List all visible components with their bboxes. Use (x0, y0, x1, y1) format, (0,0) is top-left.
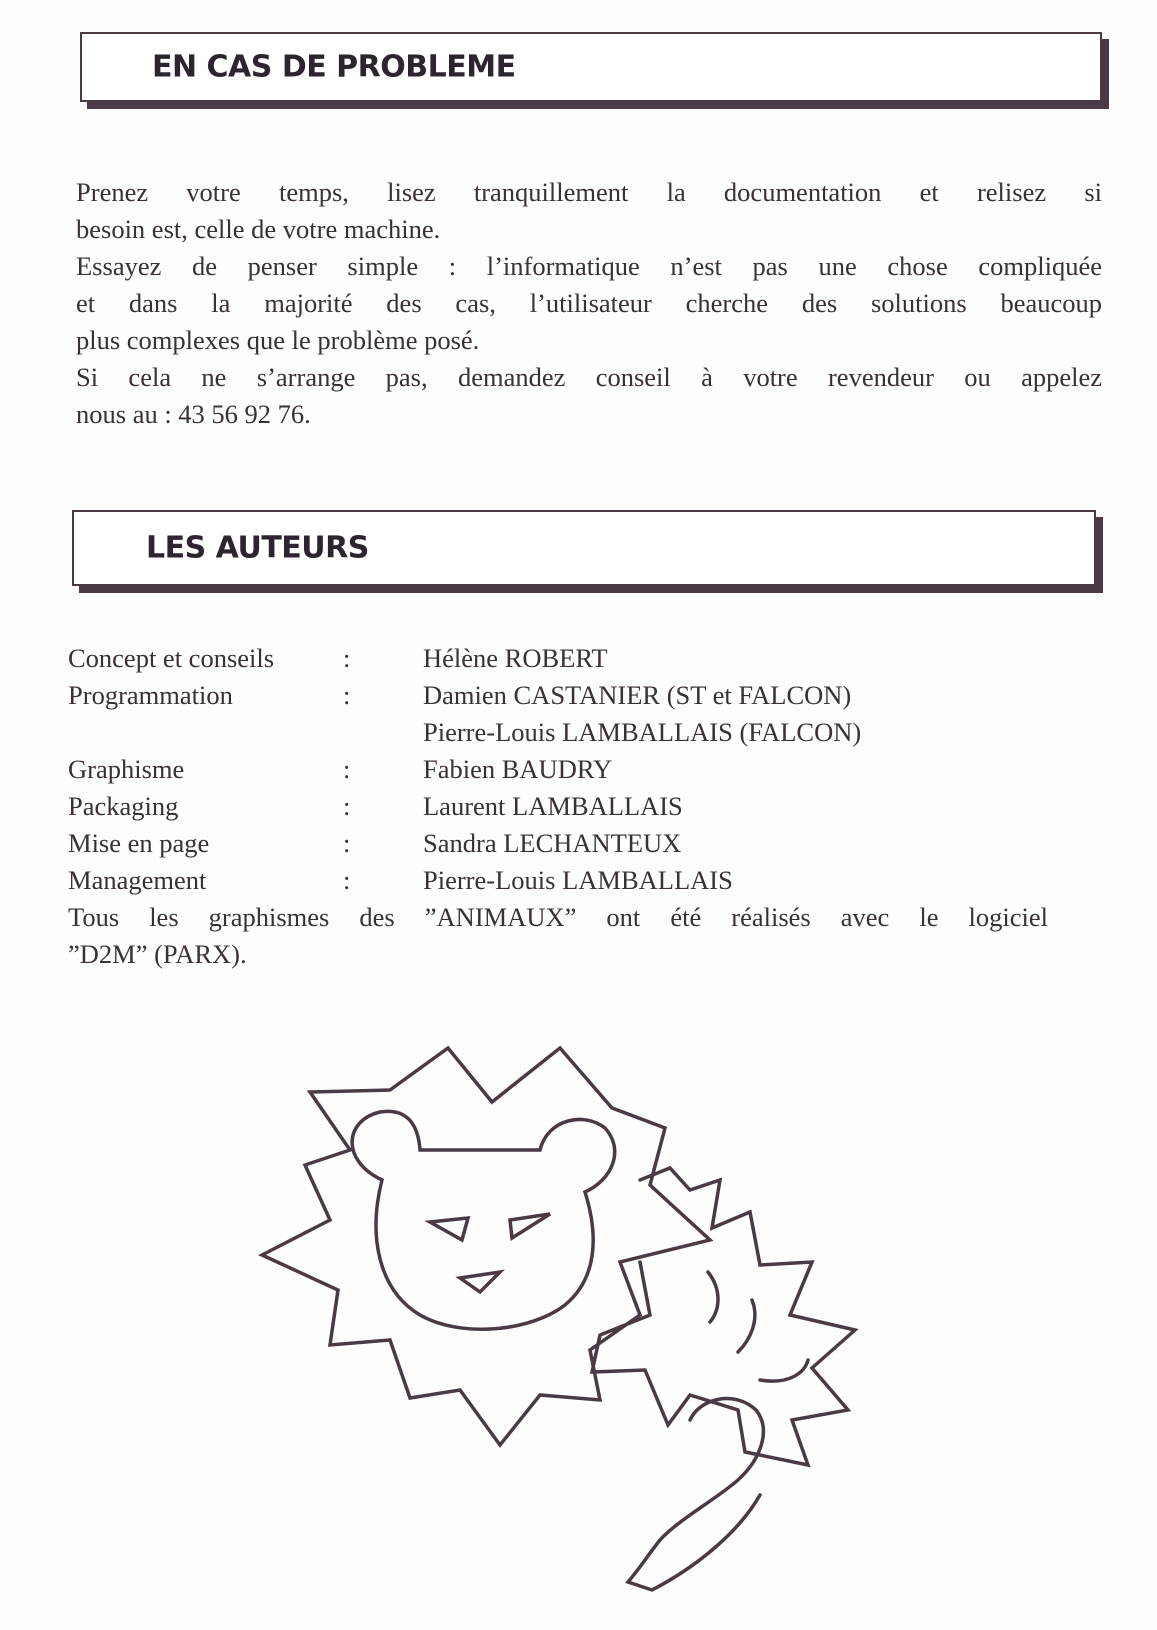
credit-colon: : (343, 643, 351, 673)
note-line: Tous les graphismes des ”ANIMAUX” ont été réalisés avec le logiciel (68, 902, 1048, 932)
credit-role: Mise en page (68, 828, 210, 858)
credit-name: Hélène ROBERT (423, 643, 608, 673)
lion-tail (628, 1399, 763, 1590)
note-line: ”D2M” (PARX). (68, 939, 247, 969)
credit-role: Packaging (68, 791, 179, 821)
problem-line: Prenez votre temps, lisez tranquillement la documentation et relisez si (76, 177, 1102, 207)
credit-colon: : (343, 828, 351, 858)
credit-name: Pierre-Louis LAMBALLAIS (FALCON) (423, 717, 862, 747)
credit-role: Concept et conseils (68, 643, 275, 673)
problem-line: Si cela ne s’arrange pas, demandez conseil à votre revendeur ou appelez (76, 362, 1102, 392)
credit-role: Graphisme (68, 754, 185, 784)
credit-role: Management (68, 865, 207, 895)
credit-name: Sandra LECHANTEUX (423, 828, 682, 858)
problem-line: et dans la majorité des cas, l’utilisateur cherche des solutions beaucoup (76, 288, 1102, 318)
problem-section-title: EN CAS DE PROBLEME (152, 49, 516, 85)
credit-colon: : (343, 754, 351, 784)
lion-nose (460, 1272, 500, 1292)
lion-body-curve (738, 1300, 755, 1352)
lion-face (352, 1111, 615, 1329)
lion-body-curve (708, 1272, 718, 1322)
credit-name: Fabien BAUDRY (423, 754, 613, 784)
problem-line: nous au : 43 56 92 76. (76, 399, 311, 429)
lion-body (592, 1168, 855, 1465)
problem-line: plus complexes que le problème posé. (76, 325, 480, 355)
credit-colon: : (343, 865, 351, 895)
authors-section-title: LES AUTEURS (146, 530, 369, 566)
credit-role: Programmation (68, 680, 233, 710)
lion-left-eye (430, 1218, 468, 1240)
lion-body-curve (760, 1360, 808, 1381)
lion-mane (262, 1048, 710, 1445)
lion-right-eye (510, 1214, 550, 1238)
problem-line: besoin est, celle de votre machine. (76, 214, 441, 244)
credit-name: Pierre-Louis LAMBALLAIS (423, 865, 733, 895)
credit-name: Damien CASTANIER (ST et FALCON) (423, 680, 852, 710)
credit-colon: : (343, 680, 351, 710)
credit-colon: : (343, 791, 351, 821)
problem-line: Essayez de penser simple : l’informatique n’est pas une chose compliquée (76, 251, 1102, 281)
credit-name: Laurent LAMBALLAIS (423, 791, 683, 821)
